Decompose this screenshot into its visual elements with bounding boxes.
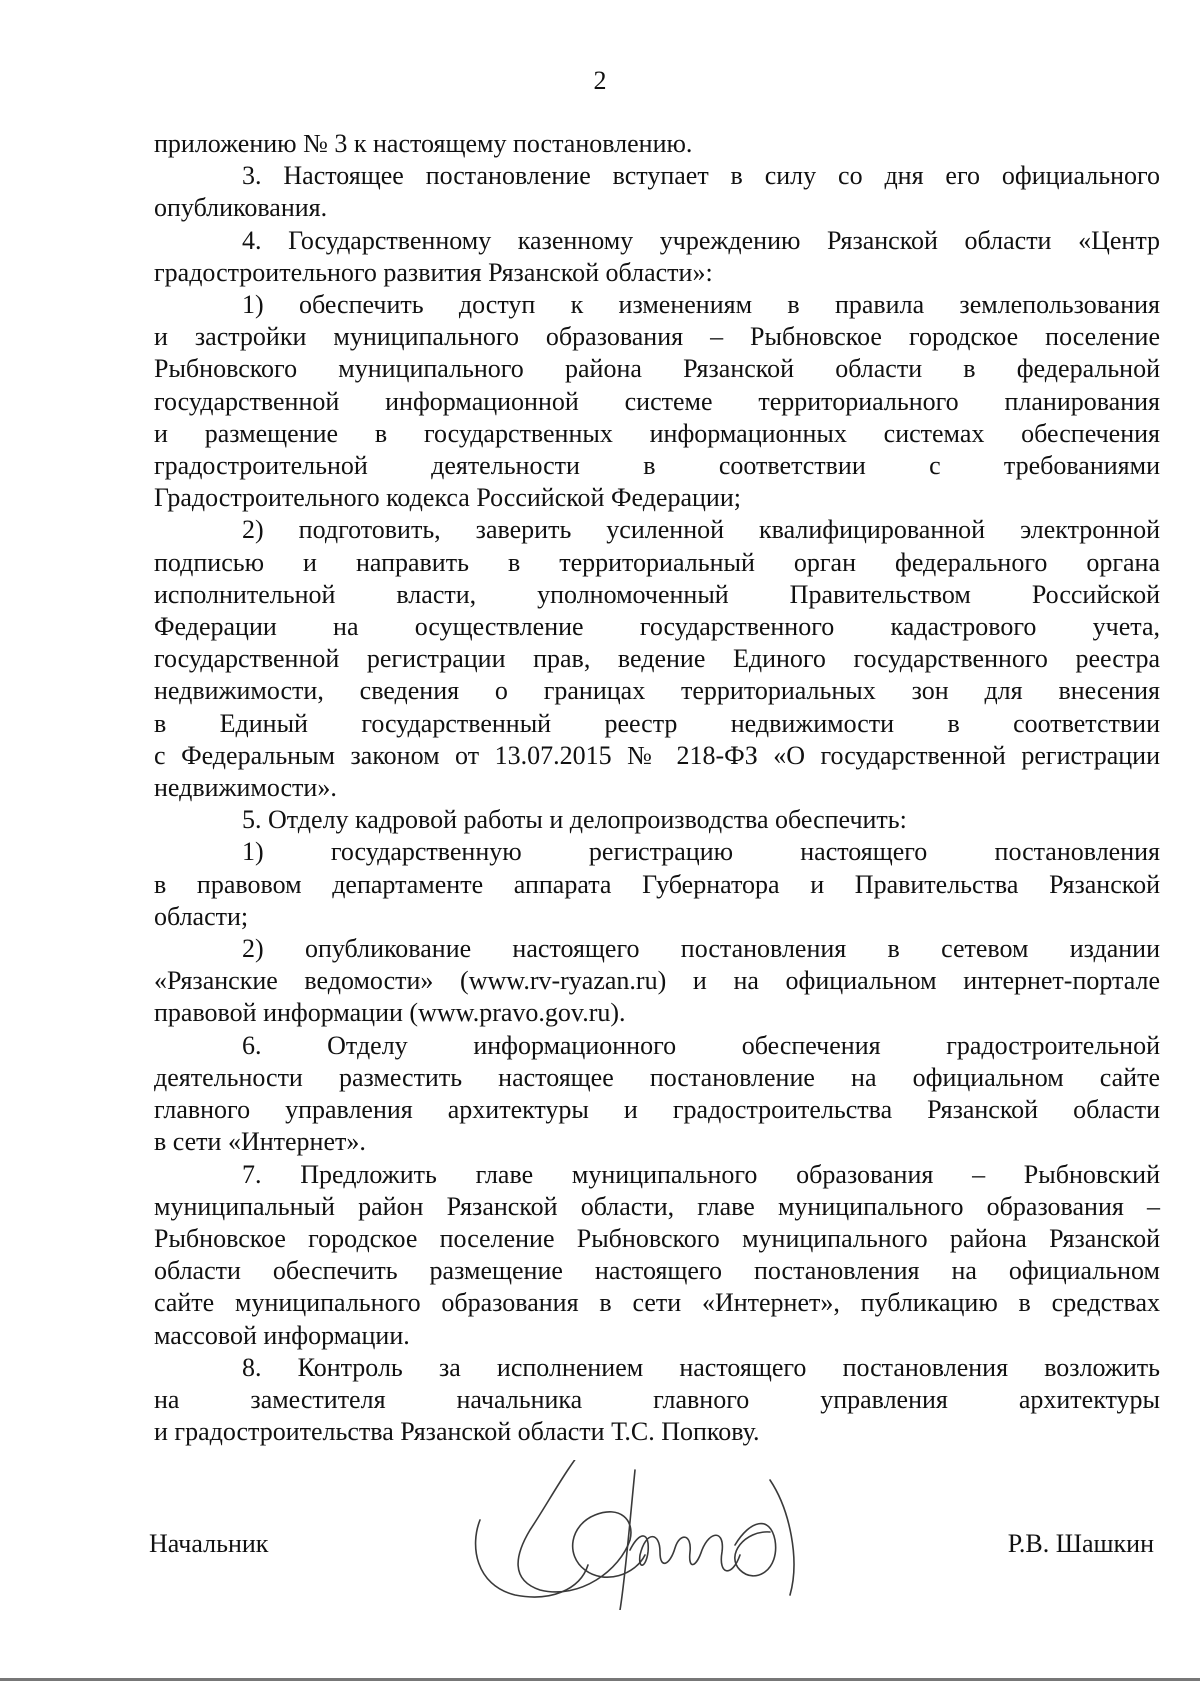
document-line: 5. Отделу кадровой работы и делопроизводства обеспечить: bbox=[242, 805, 907, 835]
document-line: 2) опубликование настоящего постановления в сетевом издании bbox=[242, 934, 1160, 964]
signature-position: Начальник bbox=[149, 1529, 269, 1558]
document-line: недвижимости, сведения о границах территориальных зон для внесения bbox=[154, 676, 1160, 706]
document-line: области; bbox=[154, 901, 249, 931]
signature-name: Р.В. Шашкин bbox=[1007, 1529, 1154, 1558]
document-line: и застройки муниципального образования – Рыбновское городское поселение bbox=[154, 322, 1160, 352]
document-line: подписью и направить в территориальный орган федерального органа bbox=[154, 547, 1160, 577]
document-line: в правовом департаменте аппарата Губернатора и Правительства Рязанской bbox=[154, 869, 1160, 899]
document-line: опубликования. bbox=[154, 193, 328, 223]
handwritten-signature bbox=[470, 1460, 830, 1610]
document-line: государственной информационной системе территориального планирования bbox=[154, 386, 1160, 416]
document-line: градостроительного развития Рязанской области»: bbox=[154, 257, 713, 287]
document-line: исполнительной власти, уполномоченный Правительством Российской bbox=[154, 579, 1160, 609]
document-line: на заместителя начальника главного управления архитектуры bbox=[154, 1384, 1160, 1414]
document-line: приложению № 3 к настоящему постановлению. bbox=[154, 129, 693, 158]
document-line: правовой информации (www.pravo.gov.ru). bbox=[154, 998, 626, 1028]
document-line: массовой информации. bbox=[154, 1320, 410, 1350]
document-line: 6. Отделу информационного обеспечения градостроительной bbox=[242, 1030, 1160, 1060]
document-line: недвижимости». bbox=[154, 773, 337, 803]
document-line: 1) государственную регистрацию настоящего постановления bbox=[242, 837, 1160, 867]
document-line: в Единый государственный реестр недвижимости в соответствии bbox=[154, 708, 1160, 738]
document-line: и размещение в государственных информационных системах обеспечения bbox=[154, 418, 1160, 448]
document-line: 1) обеспечить доступ к изменениям в правила землепользования bbox=[242, 290, 1160, 320]
document-line: Федерации на осуществление государственного кадастрового учета, bbox=[154, 612, 1160, 642]
document-line: 2) подготовить, заверить усиленной квалифицированной электронной bbox=[242, 515, 1160, 545]
page-bottom-rule bbox=[0, 1678, 1200, 1681]
document-line: 3. Настоящее постановление вступает в силу со дня его официального bbox=[242, 161, 1160, 191]
page-number: 2 bbox=[593, 66, 607, 95]
document-line: 4. Государственному казенному учреждению Рязанской области «Центр bbox=[242, 225, 1160, 255]
document-line: сайте муниципального образования в сети «Интернет», публикацию в средствах bbox=[154, 1288, 1160, 1318]
document-line: Рыбновского муниципального района Рязанской области в федеральной bbox=[154, 354, 1160, 384]
document-line: 8. Контроль за исполнением настоящего постановления возложить bbox=[242, 1352, 1160, 1382]
document-line: государственной регистрации прав, ведение Единого государственного реестра bbox=[154, 644, 1160, 674]
document-line: с Федеральным законом от 13.07.2015 № 218-ФЗ «О государственной регистрации bbox=[154, 740, 1160, 770]
document-line: деятельности разместить настоящее постановление на официальном сайте bbox=[154, 1062, 1160, 1092]
document-body bbox=[154, 128, 1160, 1448]
document-line: градостроительной деятельности в соответствии с требованиями bbox=[154, 451, 1160, 481]
document-line: 7. Предложить главе муниципального образования – Рыбновский bbox=[242, 1159, 1160, 1189]
document-line: главного управления архитектуры и градостроительства Рязанской области bbox=[154, 1095, 1160, 1125]
document-line: «Рязанские ведомости» (www.rv-ryazan.ru) и на официальном интернет-портале bbox=[154, 966, 1160, 996]
document-line: в сети «Интернет». bbox=[154, 1127, 366, 1157]
document-line: Рыбновское городское поселение Рыбновского муниципального района Рязанской bbox=[154, 1223, 1160, 1253]
document-line: Градостроительного кодекса Российской Федерации; bbox=[154, 483, 741, 513]
document-line: и градостроительства Рязанской области Т.С. Попкову. bbox=[154, 1417, 760, 1447]
document-line: муниципальный район Рязанской области, главе муниципального образования – bbox=[154, 1191, 1160, 1221]
document-line: области обеспечить размещение настоящего постановления на официальном bbox=[154, 1256, 1160, 1286]
